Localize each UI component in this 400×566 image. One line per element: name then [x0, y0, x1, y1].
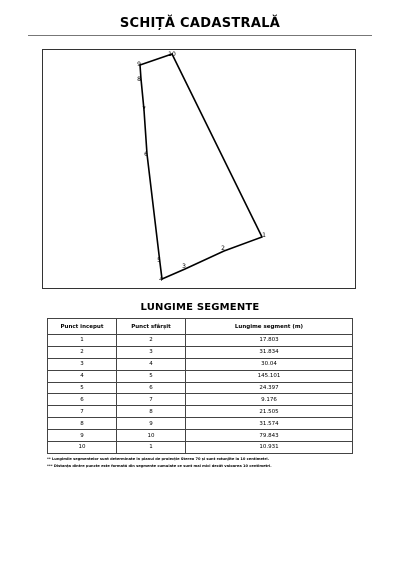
start-point-cell: 9	[48, 430, 117, 442]
header-segment-length: Lungime segment (m)	[186, 319, 353, 335]
table-row	[48, 442, 353, 454]
end-point-cell: 8	[117, 406, 186, 418]
table-header-row	[48, 319, 353, 335]
end-point-cell: 9	[117, 418, 186, 430]
segment-length-cell: 145.101	[186, 370, 353, 382]
segment-length-cell: 30.04	[186, 358, 353, 370]
segments-table	[47, 318, 353, 454]
page-title: SCHIȚĂ CADASTRALĂ	[119, 16, 281, 31]
end-point-cell: 5	[117, 370, 186, 382]
vertex-label: 3	[182, 263, 186, 270]
start-point-cell: 8	[48, 418, 117, 430]
start-point-cell: 3	[48, 358, 117, 370]
end-point-cell: 6	[117, 382, 186, 394]
start-point-cell: 10	[48, 442, 117, 454]
vertex-label: 6	[144, 151, 148, 158]
header-end-point: Punct sfârșit	[117, 319, 186, 335]
header-start-point: Punct inceput	[48, 319, 117, 335]
parcel-outline-svg	[43, 50, 357, 290]
start-point-cell: 1	[48, 335, 117, 347]
segment-length-cell: 9.176	[186, 394, 353, 406]
start-point-cell: 6	[48, 394, 117, 406]
vertex-label: 8	[137, 76, 141, 83]
segments-title: LUNGIME SEGMENTE	[140, 302, 260, 313]
segment-length-cell: 24.397	[186, 382, 353, 394]
footnote-1: ** Lungimile segmentelor sunt determinate în planul de proiecție Stereo 70 și sunt rotunjite la 10 centimetri.	[47, 457, 270, 461]
footnote-2: *** Distanța dintre puncte este formată din segmente cumulate ce sunt mai mici decât valoarea 10 centimetri.	[47, 464, 272, 468]
end-point-cell: 3	[117, 346, 186, 358]
segment-length-cell: 21.505	[186, 406, 353, 418]
start-point-cell: 2	[48, 346, 117, 358]
end-point-cell: 4	[117, 358, 186, 370]
vertex-label: 9	[137, 61, 141, 68]
segment-length-cell: 31.574	[186, 418, 353, 430]
end-point-cell: 1	[117, 442, 186, 454]
table-row	[48, 346, 353, 358]
vertex-label: 5	[157, 257, 161, 264]
table-row	[48, 406, 353, 418]
start-point-cell: 5	[48, 382, 117, 394]
table-row	[48, 394, 353, 406]
start-point-cell: 4	[48, 370, 117, 382]
vertex-label: 7	[142, 106, 146, 113]
parcel-boundary	[140, 54, 262, 279]
table-row	[48, 335, 353, 347]
end-point-cell: 10	[117, 430, 186, 442]
cadastral-sketch	[42, 49, 356, 289]
table-row	[48, 370, 353, 382]
table-row	[48, 430, 353, 442]
segment-length-cell: 79.843	[186, 430, 353, 442]
vertex-label: 4	[159, 276, 163, 283]
end-point-cell: 7	[117, 394, 186, 406]
table-row	[48, 382, 353, 394]
end-point-cell: 2	[117, 335, 186, 347]
table-row	[48, 418, 353, 430]
vertex-label: 2	[221, 245, 225, 252]
title-divider	[28, 35, 372, 36]
segment-length-cell: 10.931	[186, 442, 353, 454]
vertex-label: 1	[262, 232, 266, 239]
vertex-label: 10	[168, 51, 176, 58]
segment-length-cell: 17.803	[186, 335, 353, 347]
start-point-cell: 7	[48, 406, 117, 418]
segment-length-cell: 31.834	[186, 346, 353, 358]
table-row	[48, 358, 353, 370]
